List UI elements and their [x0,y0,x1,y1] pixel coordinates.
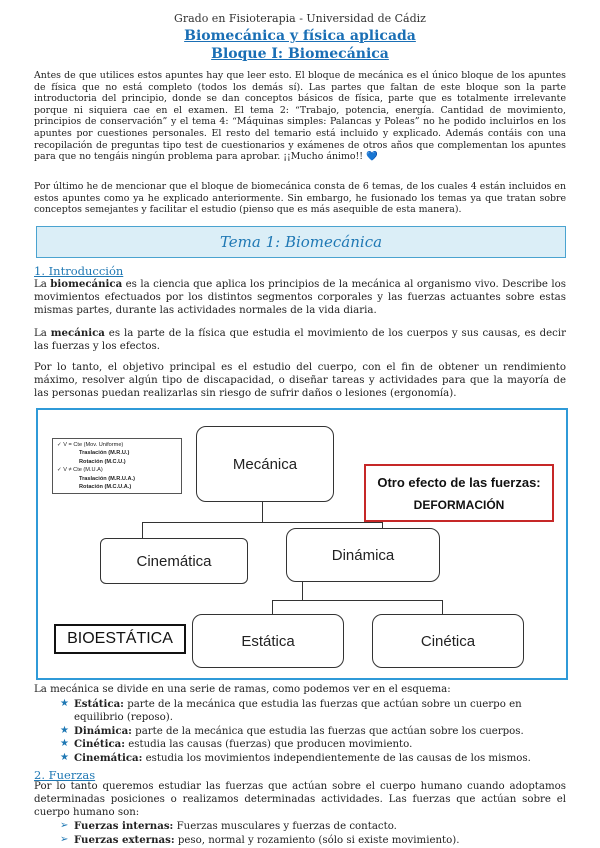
deformation-title: Otro efecto de las fuerzas: [377,475,541,490]
motion-legend [52,438,182,494]
bioestatica-label: BIOESTÁTICA [54,624,186,654]
arrow-icon: ➢ [60,820,69,831]
legend-line: ✓ V = Cte (Mov. Uniforme) [57,442,124,448]
star-icon: ★ [60,752,69,764]
deformation-value: DEFORMACIÓN [413,498,505,512]
node-cinematica: Cinemática [100,538,248,584]
header-course: Grado en Fisioterapia - Universidad de Cádiz [174,12,426,25]
connector-line [142,522,382,523]
section-2-title: 2. Fuerzas [34,768,96,782]
legend-line: Traslación (M.R.U.) [79,450,130,457]
list-item: ➢ Fuerzas externas: peso, normal y rozamiento (sólo si existe movimiento). [60,833,460,846]
connector-line [442,600,443,614]
ramas-intro: La mecánica se divide en una serie de ramas, como podemos ver en el esquema: [34,684,451,695]
node-mecanica: Mecánica [196,426,334,502]
star-icon: ★ [60,738,69,750]
connector-line [272,600,442,601]
ramas-list [60,698,570,766]
heart-icon: 💙 [366,151,378,163]
legend-line: Rotación (M.C.U.A.) [79,484,132,491]
node-cinetica: Cinética [372,614,524,668]
intro-paragraph-2: Por último he de mencionar que el bloque de biomecánica consta de 6 temas, de los cuales 4 están incluidos en estos apuntes como ya he explicado anteriormente. Sin embargo, he fusionado los temas ya que tratan sobre conceptos semejantes y facilitar el estudio (pienso que es más asequible de esta manera). [34,181,566,216]
section-1-paragraph-2: La mecánica es la parte de la física que estudia el movimiento de los cuerpos y sus causas, es decir las fuerzas y los efectos. [34,327,567,352]
list-item: ★ Estática: parte de la mecánica que estudia las fuerzas que actúan sobre un cuerpo en equilibrio (reposo). [60,698,522,723]
check-icon: ✓ [57,467,64,474]
fuerzas-list [60,820,570,848]
legend-line: Rotación (M.C.U.) [79,458,126,465]
node-dinamica: Dinámica [286,528,440,582]
header-subject: Biomecánica y física aplicada [184,28,416,44]
legend-line: ✓ V ≠ Cte (M.U.A) [57,467,103,474]
list-item: ★ Dinámica: parte de la mecánica que estudia las fuerzas que actúan sobre los cuerpos. [60,724,524,737]
deformation-box [364,464,554,522]
intro-paragraph-1: Antes de que utilices estos apuntes hay que leer esto. El bloque de mecánica es el único bloque de los apuntes de física que no está completo (todos los demás sí). Las partes que faltan de este bloque son la parte introductoria del principio, donde se dan conceptos básicos de física, parte que es totalmente irrelevante porque ni siquiera cae en el examen. El tema 2: “Trabajo, potencia, energía. Cantidad de movimiento, principios de conservación” y el tema 4: “Máquinas simples: Palancas y Poleas” no he podido incluirlos en los apuntes por cuestiones personales. El resto del temario está incluido y explicado. Además contáis con una recopilación de preguntas tipo test de cuestionarios y exámenes de otros años que complementan los apuntes para que no tengáis ningún problema para aprobar. ¡¡Mucho ánimo!! 💙 [34,70,566,163]
arrow-icon: ➢ [60,833,69,845]
check-icon: ✓ [57,442,64,448]
node-estatica: Estática [192,614,344,668]
section-1-title: 1. Introducción [34,264,124,278]
list-item: ★ Cinética: estudia las causas (fuerzas) que producen movimiento. [60,738,413,751]
connector-line [142,522,143,538]
list-item: ➢ Fuerzas internas: Fuerzas musculares y fuerzas de contacto. [60,820,397,832]
section-1-paragraph-1: La biomecánica es la ciencia que aplica los principios de la mecánica al organismo vivo. Describe los movimientos efectuados por los distintos segmentos corporales y las fuerzas actuantes sobre estas mismas partes, durante las actividades normales de la vida diaria. [34,278,566,316]
tema-title: Tema 1: Biomecánica [36,226,566,258]
connector-line [272,600,273,614]
legend-line: Traslación (M.R.U.A.) [79,475,135,482]
connector-line [262,502,263,522]
star-icon: ★ [60,724,69,736]
section-1-paragraph-3: Por lo tanto, el objetivo principal es el estudio del cuerpo, con el fin de obtener un rendimiento máximo, resolver algún tipo de discapacidad, o diseñar tareas y actividades para que la mayoría de las personas puedan realizarlas sin riesgo de sufrir daños o lesiones (ergonomía). [34,362,566,399]
star-icon: ★ [60,698,69,709]
header-block: Bloque I: Biomecánica [211,46,389,62]
section-2-paragraph: Por lo tanto queremos estudiar las fuerzas que actúan sobre el cuerpo humano cuando adoptamos determinadas posiciones o realizamos determinadas actividades. Las fuerzas que actúan sobre el cuerpo humano son: [34,781,566,818]
mechanics-diagram [36,408,568,680]
list-item: ★ Cinemática: estudia los movimientos independientemente de las causas de los mismos. [60,752,531,765]
